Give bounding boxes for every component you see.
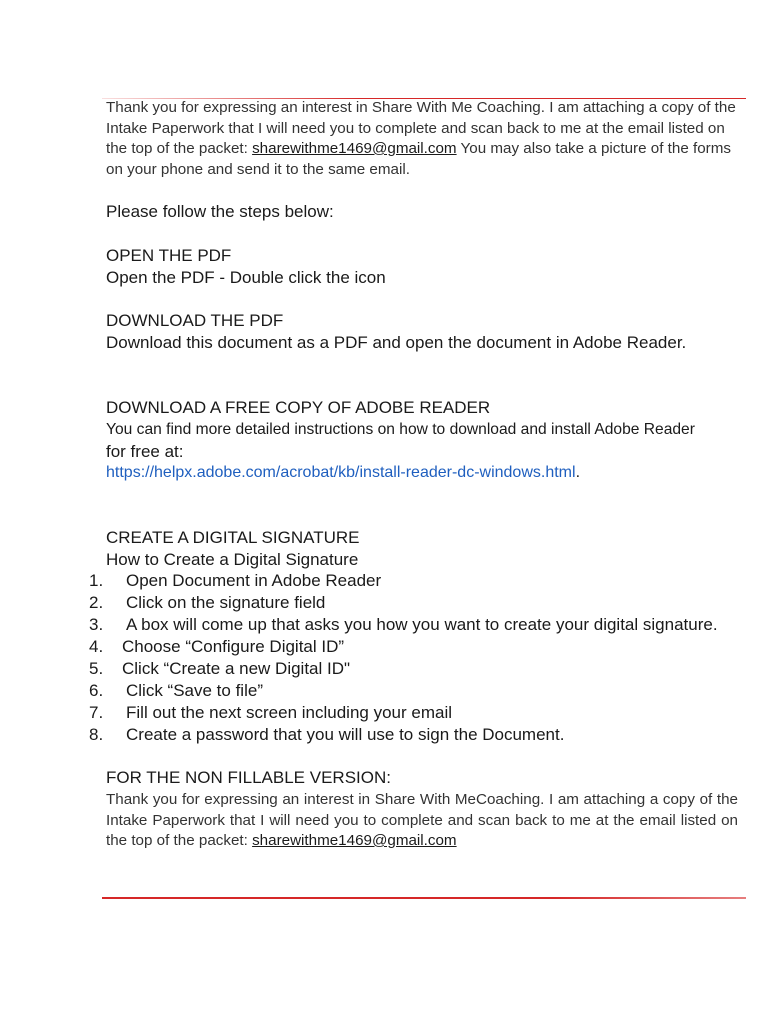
step-text: Click “Create a new Digital ID" xyxy=(122,659,351,678)
step-text: A box will come up that asks you how you want to create your digital signature. xyxy=(126,615,718,634)
list-item xyxy=(0,680,770,702)
step-text: Click on the signature field xyxy=(126,593,326,612)
adobe-reader-link-suffix: . xyxy=(575,464,581,481)
list-item xyxy=(0,570,770,592)
step-number: 2. xyxy=(89,593,104,612)
step-number: 1. xyxy=(89,571,104,590)
step-number: 3. xyxy=(89,615,104,634)
adobe-reader-line1: You can find more detailed instructions on how to download and install Adobe Reader xyxy=(106,421,695,438)
open-pdf-body: Open the PDF - Double click the icon xyxy=(106,268,386,287)
step-number: 5. xyxy=(89,659,104,678)
open-pdf-heading: OPEN THE PDF xyxy=(106,246,232,265)
download-pdf-heading: DOWNLOAD THE PDF xyxy=(106,311,284,330)
digital-signature-heading: CREATE A DIGITAL SIGNATURE xyxy=(106,528,360,547)
intro-email-link[interactable]: sharewithme1469@gmail.com xyxy=(252,140,457,157)
list-item xyxy=(0,658,770,680)
non-fillable-text: Thank you for expressing an interest in Share With MeCoaching. I am attaching a copy of the Intake Paperwork that I will need you to complete and scan back to me at the email listed on the top of the packet: xyxy=(106,791,738,849)
step-number: 8. xyxy=(89,725,104,744)
intro-text: Thank you for expressing an interest in Share With Me Coaching. I am attaching a copy of the Intake Paperwork that I will need you to complete and scan back to me at the email listed on the top of the packet: xyxy=(106,99,736,157)
list-item xyxy=(0,614,770,636)
digital-signature-subheading: How to Create a Digital Signature xyxy=(106,550,359,569)
bottom-divider xyxy=(102,897,746,899)
non-fillable-email-link[interactable]: sharewithme1469@gmail.com xyxy=(252,832,457,849)
step-text: Click “Save to file” xyxy=(126,681,263,700)
step-text: Fill out the next screen including your email xyxy=(126,703,452,722)
intro-paragraph xyxy=(106,98,746,180)
signature-steps-list xyxy=(0,570,770,746)
adobe-reader-link-row xyxy=(106,462,746,484)
step-number: 7. xyxy=(89,703,104,722)
list-item xyxy=(0,724,770,746)
non-fillable-paragraph xyxy=(106,790,738,852)
list-item xyxy=(0,592,770,614)
non-fillable-heading: FOR THE NON FILLABLE VERSION: xyxy=(106,768,391,787)
step-number: 4. xyxy=(89,637,104,656)
adobe-reader-line2: for free at: xyxy=(106,442,184,461)
download-pdf-body: Download this document as a PDF and open the document in Adobe Reader. xyxy=(106,333,687,352)
steps-intro: Please follow the steps below: xyxy=(106,202,334,221)
adobe-reader-link[interactable]: https://helpx.adobe.com/acrobat/kb/install-reader-dc-windows.html xyxy=(106,464,576,481)
list-item xyxy=(0,636,770,658)
step-text: Create a password that you will use to sign the Document. xyxy=(126,725,565,744)
step-text: Choose “Configure Digital ID” xyxy=(122,637,345,656)
list-item xyxy=(0,702,770,724)
adobe-reader-heading: DOWNLOAD A FREE COPY OF ADOBE READER xyxy=(106,398,491,417)
intro-text-after: You may also take a picture of the forms on your phone and send it to the same email. xyxy=(106,140,731,178)
step-text: Open Document in Adobe Reader xyxy=(126,571,382,590)
step-number: 6. xyxy=(89,681,104,700)
